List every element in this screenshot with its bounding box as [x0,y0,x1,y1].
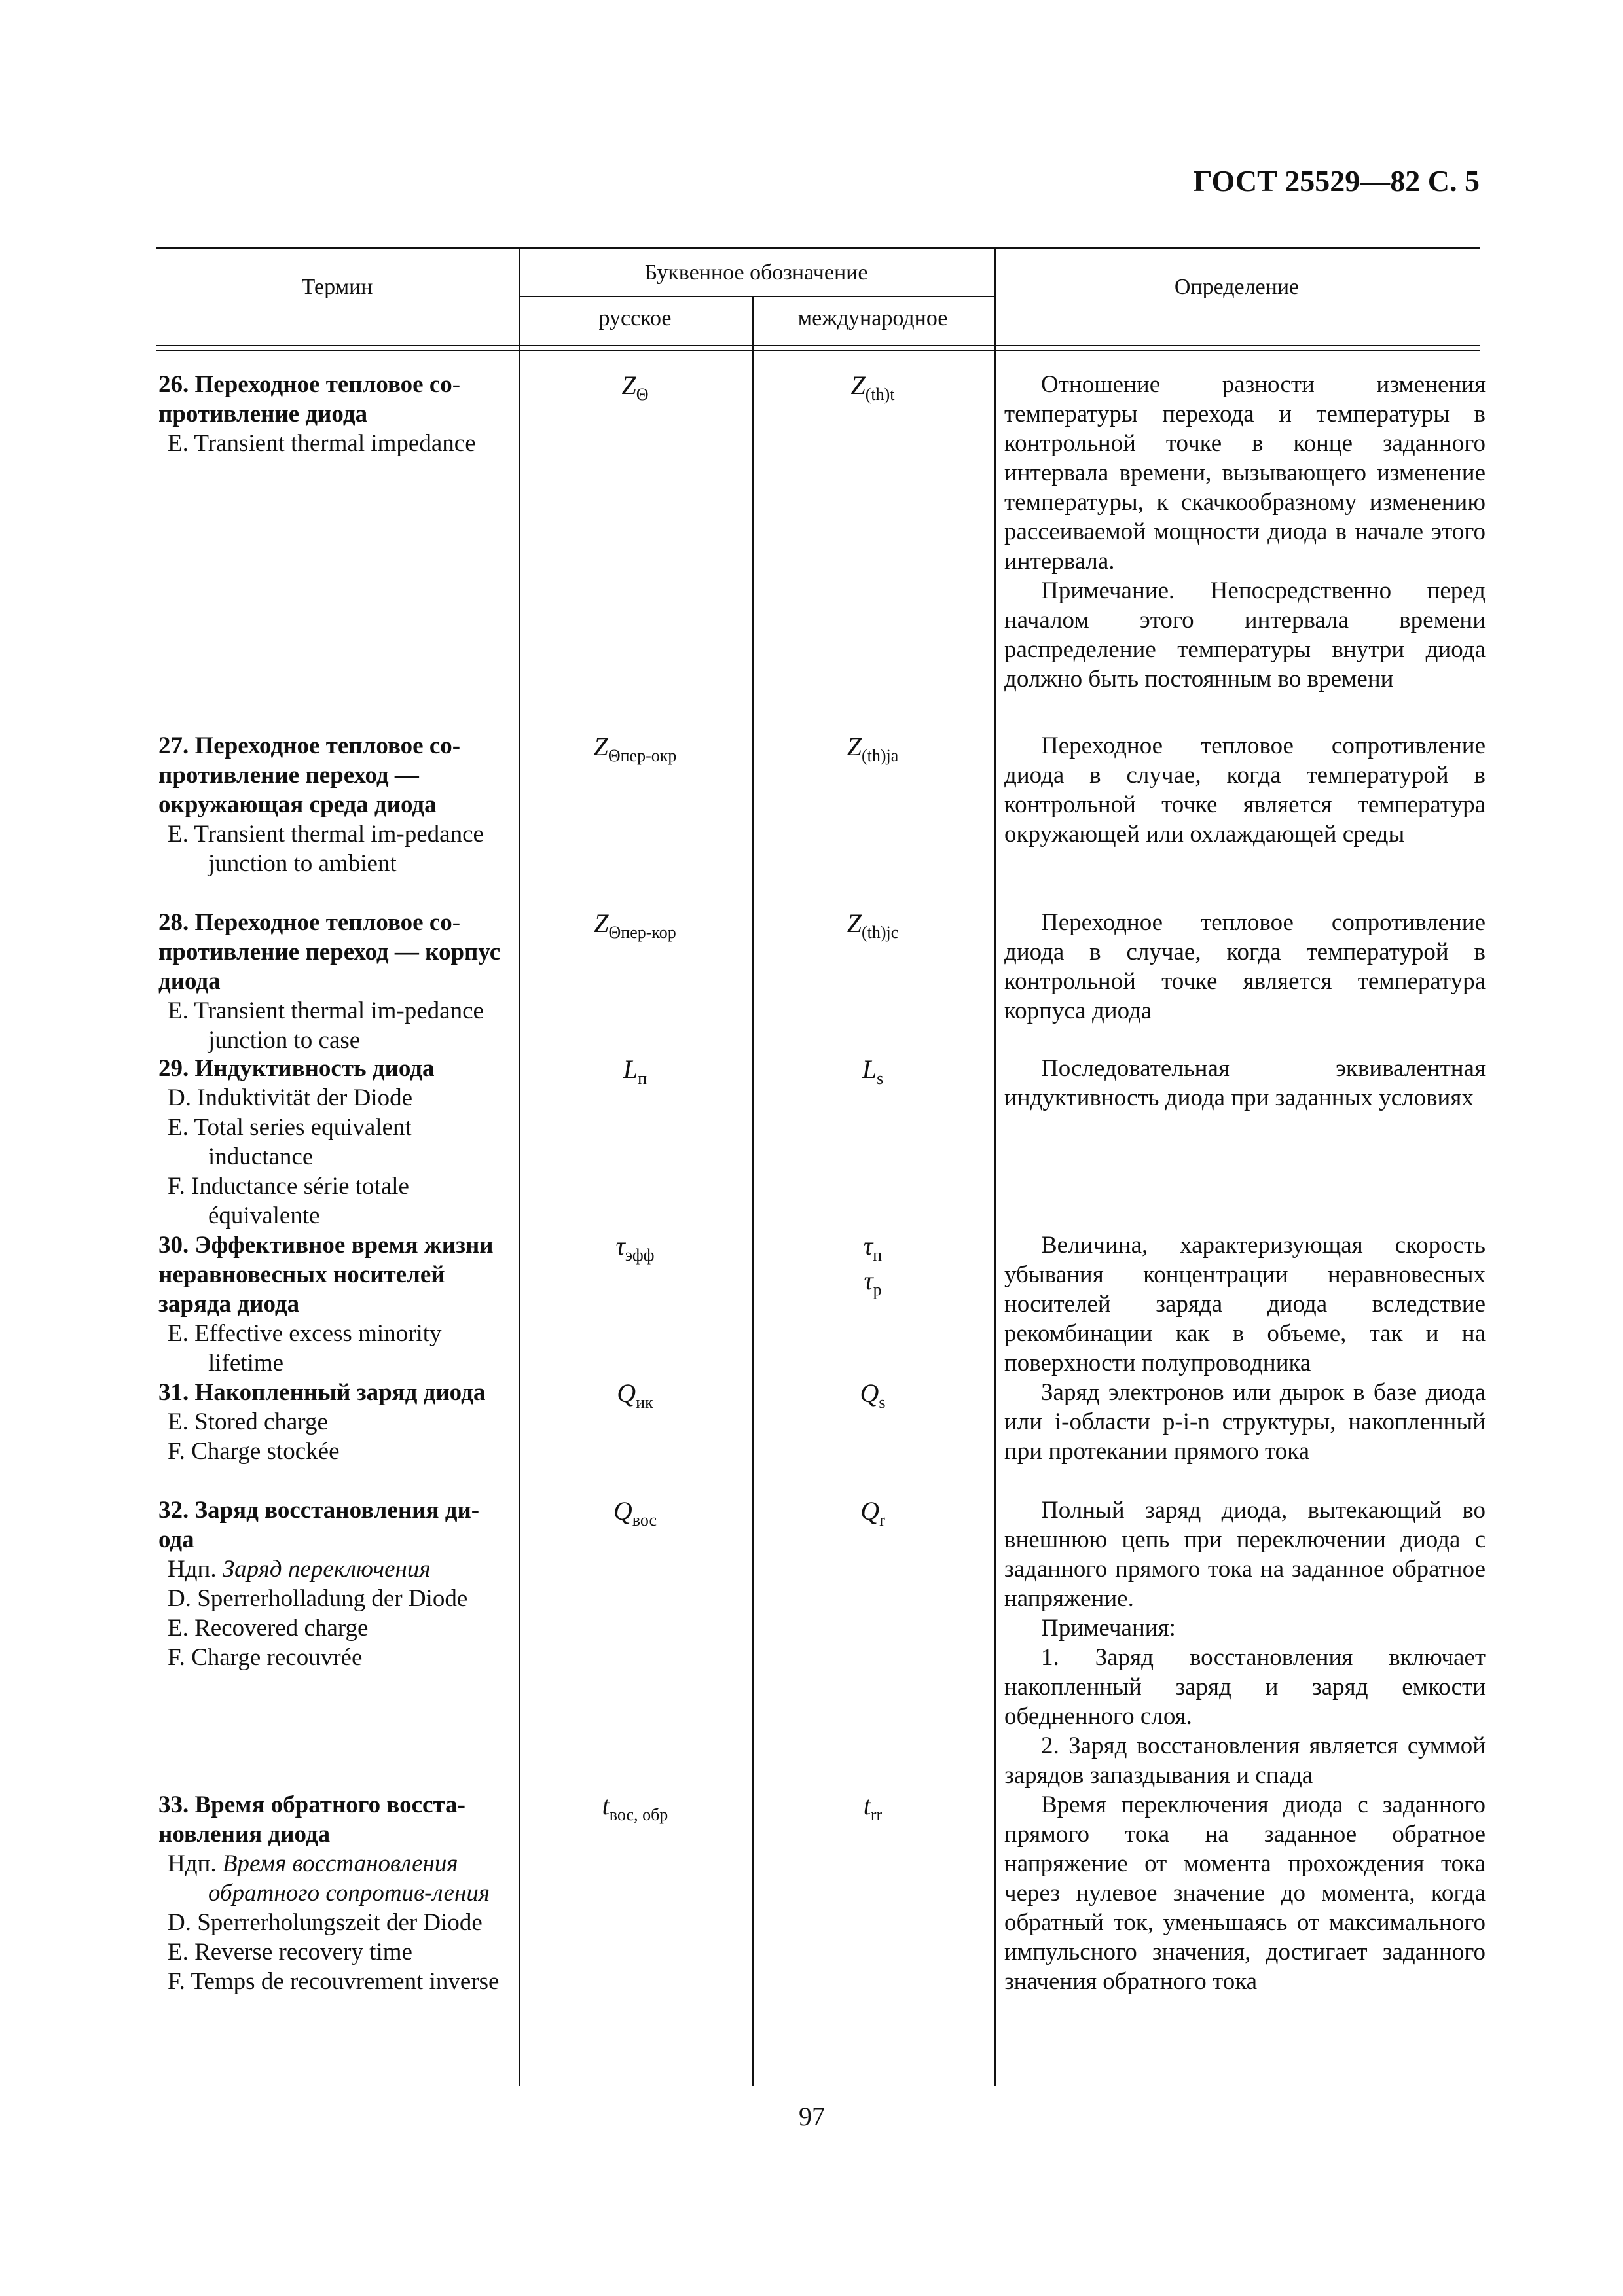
definition-paragraph: 1. Заряд восстановления включает накопленный заряд и заряд емкости обедненного слоя. [1004,1644,1486,1730]
term-title: Индуктивность диода [194,1055,435,1082]
russian-symbol: $Z_{\Theta пер-окр}$ [593,732,677,765]
term-title: Эффективное время жизни неравновесных носителей заряда диода [158,1232,494,1318]
foreign-equivalent: D. Sperrerholungszeit der Diode [168,1909,483,1936]
international-symbol: $Z_{(th)jc}$ [847,908,899,942]
definition-cell [1004,1054,1486,1113]
foreign-equivalent: E. Reverse recovery time [168,1939,412,1965]
term-number: 33. [158,1791,189,1818]
definition-cell [1004,1230,1486,1378]
foreign-equivalent: E. Stored charge [168,1408,328,1435]
international-symbol: $\tau_п$ $\tau_p$ [863,1231,883,1299]
term-cell [158,908,512,1055]
foreign-equivalent: D. Induktivität der Diode [168,1085,413,1111]
term-number: 32. [158,1497,189,1524]
term-number: 30. [158,1232,189,1259]
definition-cell [1004,1378,1486,1466]
page-number: 97 [799,2102,825,2131]
foreign-equivalent: E. Transient thermal im-pedance junction to ambient [168,821,484,877]
foreign-equivalent: D. Sperrerholladung der Diode [168,1585,468,1612]
header-definition: Определение [1174,275,1300,299]
term-number: 29. [158,1055,189,1082]
term-title: Заряд восстановления ди-ода [158,1497,480,1553]
international-symbol: $t_{rr}$ [863,1791,883,1824]
term-cell [158,1378,512,1466]
russian-symbol: $Z_\Theta$ [621,370,649,404]
definition-paragraph: Полный заряд диода, вытекающий во внешнюю цепь при переключении диода с заданного прямого тока на заданное обратное напряжение. [1004,1497,1486,1612]
foreign-equivalent: E. Transient thermal im-pedance junction to case [168,997,484,1054]
header-symbol: Буквенное обозначение [644,260,868,285]
definition-paragraph: Заряд электронов или дырок в базе диода или i-области p-i-n структуры, накопленный при протекании прямого тока [1004,1379,1486,1465]
definition-cell [1004,731,1486,849]
term-title: Переходное тепловое со-противление переход — окружающая среда диода [158,732,461,818]
term-cell [158,370,512,458]
term-number: 27. [158,732,189,759]
foreign-equivalent: F. Temps de recouvrement inverse [168,1968,500,1995]
definition-cell [1004,370,1486,694]
header-subrule [519,296,994,297]
term-number: 31. [158,1379,189,1406]
russian-symbol: $Q_{ик}$ [617,1378,653,1412]
term-cell [158,1230,512,1378]
international-symbol: $L_s$ [862,1054,884,1088]
russian-symbol: $Z_{\Theta пер-кор}$ [594,908,676,942]
international-symbol: $Z_{(th)ja}$ [847,732,899,765]
international-symbol: $Q_s$ [860,1378,886,1412]
term-cell [158,1790,512,1996]
definition-cell [1004,908,1486,1026]
term-title: Накопленный заряд диода [194,1379,486,1406]
header-russian: русское [598,306,672,331]
definition-cell [1004,1790,1486,1996]
definition-paragraph: Последовательная эквивалентная индуктивность диода при заданных условиях [1004,1055,1486,1111]
definition-paragraph: Отношение разности изменения температуры перехода и температуры в контрольной точке в конце заданного интервала времени, вызывающего изменение температуры, к скачкообразному изменению рассеиваемой мощности диода в начале этого интервала. [1004,371,1486,575]
header-bottom-rule-1 [156,345,1480,346]
header-bottom-rule-2 [156,350,1480,351]
term-number: 26. [158,371,189,398]
nonrecommended-term: Ндп. Заряд переключения [168,1556,431,1583]
foreign-equivalent: E. Effective excess minority lifetime [168,1320,442,1376]
header-international: международное [797,306,948,331]
column-divider-3 [994,247,996,2086]
term-cell [158,731,512,878]
russian-symbol: $\tau_{эфф}$ [615,1231,655,1265]
foreign-equivalent: E. Transient thermal impedance [168,430,476,457]
foreign-equivalent: E. Total series equivalent inductance [168,1114,412,1170]
document-header: ГОСТ 25529—82 С. 5 [1193,164,1480,198]
definition-paragraph: Примечание. Непосредственно перед началом этого интервала времени распределение температуры внутри диода должно быть постоянным во времени [1004,577,1486,692]
definition-paragraph: Время переключения диода с заданного прямого тока на заданное обратное напряжение от момента прохождения тока через нулевое значение до момента, когда обратный ток, уменьшаясь от максимального импульсного значения, достигает заданного значения обратного тока [1004,1791,1486,1995]
term-cell [158,1496,512,1672]
russian-symbol: $t_{вос, обр}$ [602,1791,668,1824]
foreign-equivalent: E. Recovered charge [168,1615,369,1641]
foreign-equivalent: F. Inductance série totale équivalente [168,1173,409,1229]
international-symbol: $Q_r$ [860,1496,885,1530]
definition-paragraph: Примечания: [1041,1615,1176,1641]
nonrecommended-term: Ндп. Время восстановления обратного сопротив-ления [168,1850,490,1907]
definition-cell [1004,1496,1486,1790]
header-term: Термин [301,275,373,299]
table-top-rule [156,247,1480,249]
term-number: 28. [158,909,189,936]
definition-paragraph: Переходное тепловое сопротивление диода в случае, когда температурой в контрольной точке является температура окружающей или охлаждающей среды [1004,732,1486,848]
definition-paragraph: 2. Заряд восстановления является суммой зарядов запаздывания и спада [1004,1732,1486,1789]
definition-paragraph: Величина, характеризующая скорость убывания концентрации неравновесных носителей заряда диода вследствие рекомбинации как в объеме, так и на поверхности полупроводника [1004,1232,1486,1376]
russian-symbol: $Q_{вос}$ [613,1496,657,1530]
term-cell [158,1054,512,1230]
term-title: Переходное тепловое со-противление переход — корпус диода [158,909,501,995]
international-symbol: $Z_{(th)t}$ [850,370,895,404]
term-title: Время обратного восста-новления диода [158,1791,465,1848]
foreign-equivalent: F. Charge recouvrée [168,1644,363,1671]
russian-symbol: $L_п$ [623,1054,647,1088]
term-title: Переходное тепловое со-противление диода [158,371,461,427]
foreign-equivalent: F. Charge stockée [168,1438,340,1465]
definition-paragraph: Переходное тепловое сопротивление диода в случае, когда температурой в контрольной точке является температура корпуса диода [1004,909,1486,1024]
